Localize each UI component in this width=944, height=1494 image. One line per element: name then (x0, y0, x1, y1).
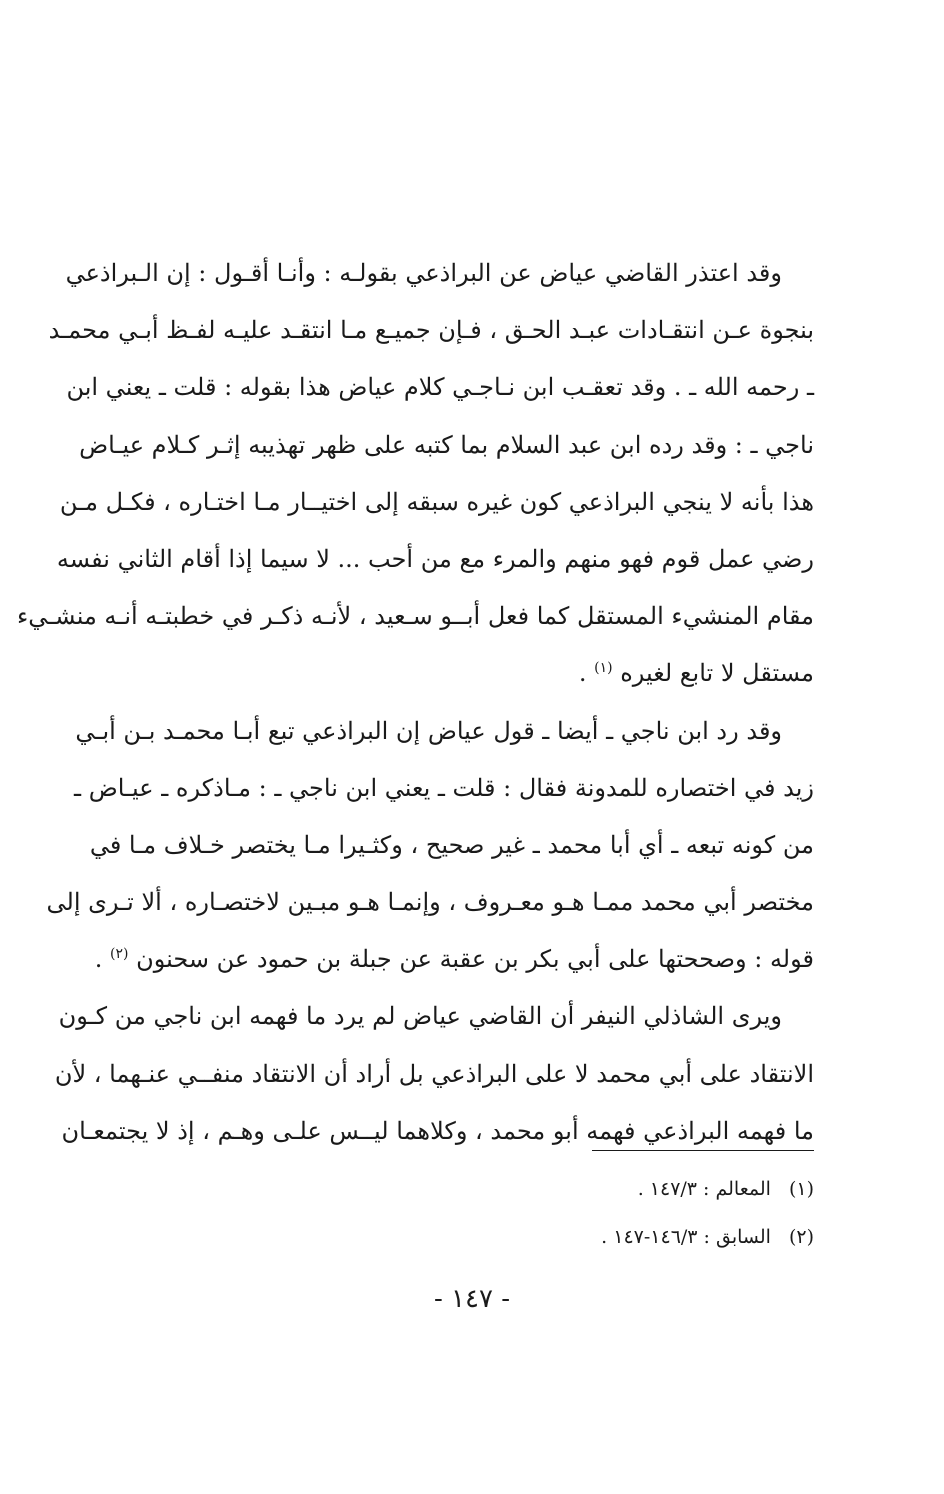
text-line: بنجوة عـن انتقـادات عبـد الحـق ، فـإن جميـع مـا انتقـد عليـه لفـظ أبـي محمـد (48, 316, 814, 345)
paragraph-3 (54, 988, 814, 1160)
text-line: وقد رد ابن ناجي ـ أيضا ـ قول عياض إن البراذعي تبع أبـا محمـد بـن أبـي (75, 716, 782, 745)
footnote-separator (592, 1150, 814, 1151)
line-tail: . (94, 945, 110, 974)
text-line: ـ رحمه الله ـ . وقد تعقـب ابن نـاجـي كلام عياض هذا بقوله : قلت ـ يعني ابن (66, 373, 814, 402)
footnotes (420, 1165, 814, 1261)
footnote-ref-2[interactable]: (٢) (110, 946, 129, 963)
text-line: مختصر أبي محمد ممـا هـو معـروف ، وإنمـا هـو مبـين لاختصـاره ، ألا تـرى إلى (46, 888, 814, 917)
paragraph-2 (46, 703, 814, 989)
text-line-last (94, 931, 814, 988)
page-number: - ١٤٧ - (433, 1284, 511, 1314)
footnote-ref-1[interactable]: (١) (594, 660, 613, 677)
body-text (16, 245, 814, 1160)
footnote-1 (420, 1165, 814, 1213)
text-line: ناجي ـ : وقد رده ابن عبد السلام بما كتبه على ظهر تهذيبه إثـر كـلام عيـاض (79, 430, 814, 459)
text-line: ويرى الشاذلي النيفر أن القاضي عياض لم يرد ما فهمه ابن ناجي من كـون (58, 1002, 782, 1031)
text-line: رضي عمل قوم فهو منهم والمرء مع من أحب ... لا سيما إذا أقام الثاني نفسه (56, 544, 814, 573)
text-line: وقد اعتذر القاضي عياض عن البراذعي بقولـه : وأنـا أقـول : إن الـبراذعي (65, 259, 782, 287)
footnote-2 (420, 1213, 814, 1261)
text-line-last (132, 645, 814, 702)
text-line: من كونه تبعه ـ أي أبا محمد ـ غير صحيح ، وكثـيرا مـا يختصر خـلاف مـا في (89, 830, 814, 859)
line-text: مستقل لا تابع لغيره (620, 659, 814, 688)
text-line: الانتقاد على أبي محمد لا على البراذعي بل أراد أن الانتقاد منفــي عنـهما ، لأن (54, 1059, 814, 1088)
text-line: زيد في اختصاره للمدونة فقال : قلت ـ يعني ابن ناجي ـ : مـاذكره ـ عيـاض ـ (74, 773, 814, 802)
footnote-number: (٢) (788, 1226, 814, 1248)
footnote-number: (١) (788, 1178, 814, 1200)
text-line: ما فهمه البراذعي فهمه أبو محمد ، وكلاهما ليــس علـى وهـم ، إذ لا يجتمعـان (61, 1116, 814, 1145)
line-text: قوله : وصححتها على أبي بكر بن عقبة عن جبلة بن حمود عن سحنون (136, 945, 814, 974)
paragraph-1 (16, 245, 814, 703)
footnote-text: السابق : ١٤٦/٣-١٤٧ . (601, 1226, 771, 1248)
text-line: هذا بأنه لا ينجي البراذعي كون غيره سبقه إلى اختيــار مـا اختـاره ، فكـل مـن (59, 487, 814, 516)
footnote-text: المعالم : ١٤٧/٣ . (637, 1178, 771, 1200)
line-tail: . (578, 659, 595, 688)
text-line: مقام المنشيء المستقل كما فعل أبــو سـعيد ، لأنـه ذكـر في خطبتـه أنـه منشـيء (16, 602, 814, 631)
